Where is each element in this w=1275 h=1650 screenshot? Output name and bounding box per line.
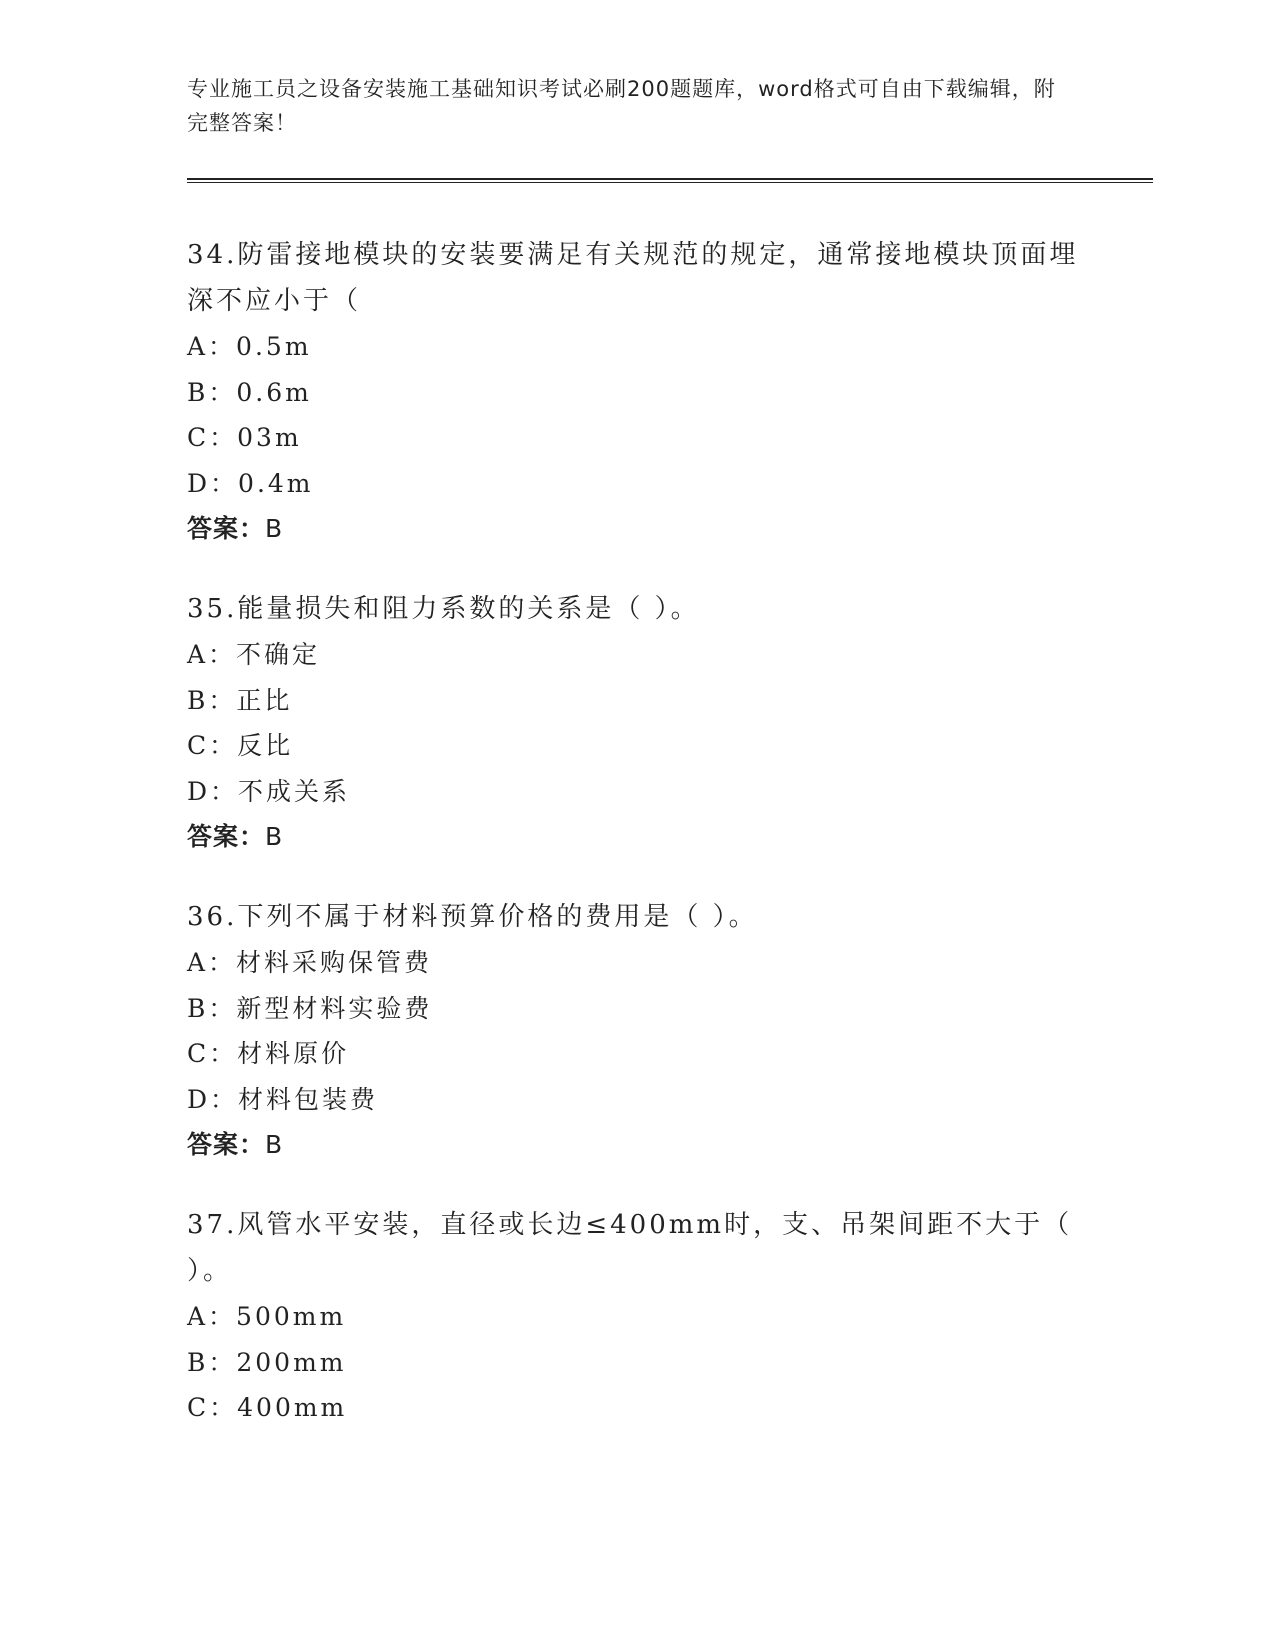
- option-d: D：材料包装费: [187, 1084, 379, 1114]
- answer-line: [187, 506, 1087, 552]
- option-c: C：材料原价: [187, 1039, 350, 1068]
- question-stem: 35.能量损失和阻力系数的关系是（ ）。: [187, 594, 700, 624]
- option-c: C：400mm: [187, 1393, 348, 1422]
- question-stem: 37.风管水平安装，直径或长边≤400mm时，支、吊架间距不大于（ ）。: [187, 1210, 1073, 1286]
- answer-label: 答案：: [187, 514, 266, 543]
- answer-line: [187, 814, 1087, 860]
- answer-line: [187, 1122, 1087, 1168]
- question-36: [187, 894, 1087, 1168]
- option-b: B：正比: [187, 685, 293, 715]
- question-stem: 34.防雷接地模块的安装要满足有关规范的规定，通常接地模块顶面埋深不应小于（: [187, 240, 1079, 316]
- option-d: D：0.4m: [187, 468, 314, 498]
- answer-value: B: [265, 514, 284, 543]
- answer-label: 答案：: [187, 822, 266, 851]
- answer-value: B: [265, 1130, 284, 1159]
- option-a: A：材料采购保管费: [187, 948, 433, 977]
- answer-value: B: [265, 822, 284, 851]
- header-divider: [187, 178, 1153, 183]
- answer-label: 答案：: [187, 1130, 266, 1159]
- option-a: A：0.5m: [187, 332, 312, 361]
- option-c: C：03m: [187, 423, 302, 452]
- option-d: D：不成关系: [187, 776, 351, 806]
- question-35: [187, 586, 1087, 860]
- question-list: [187, 232, 1087, 1465]
- option-b: B：0.6m: [187, 377, 312, 407]
- option-b: B：200mm: [187, 1347, 347, 1377]
- option-a: A：500mm: [187, 1302, 347, 1331]
- option-a: A：不确定: [187, 640, 321, 669]
- document-header: 专业施工员之设备安装施工基础知识考试必刷200题题库，word格式可自由下载编辑，附完整答案！: [187, 77, 1056, 135]
- option-c: C：反比: [187, 731, 294, 760]
- question-37: [187, 1202, 1087, 1431]
- question-34: [187, 232, 1087, 552]
- option-b: B：新型材料实验费: [187, 993, 433, 1023]
- question-stem: 36.下列不属于材料预算价格的费用是（ ）。: [187, 902, 758, 932]
